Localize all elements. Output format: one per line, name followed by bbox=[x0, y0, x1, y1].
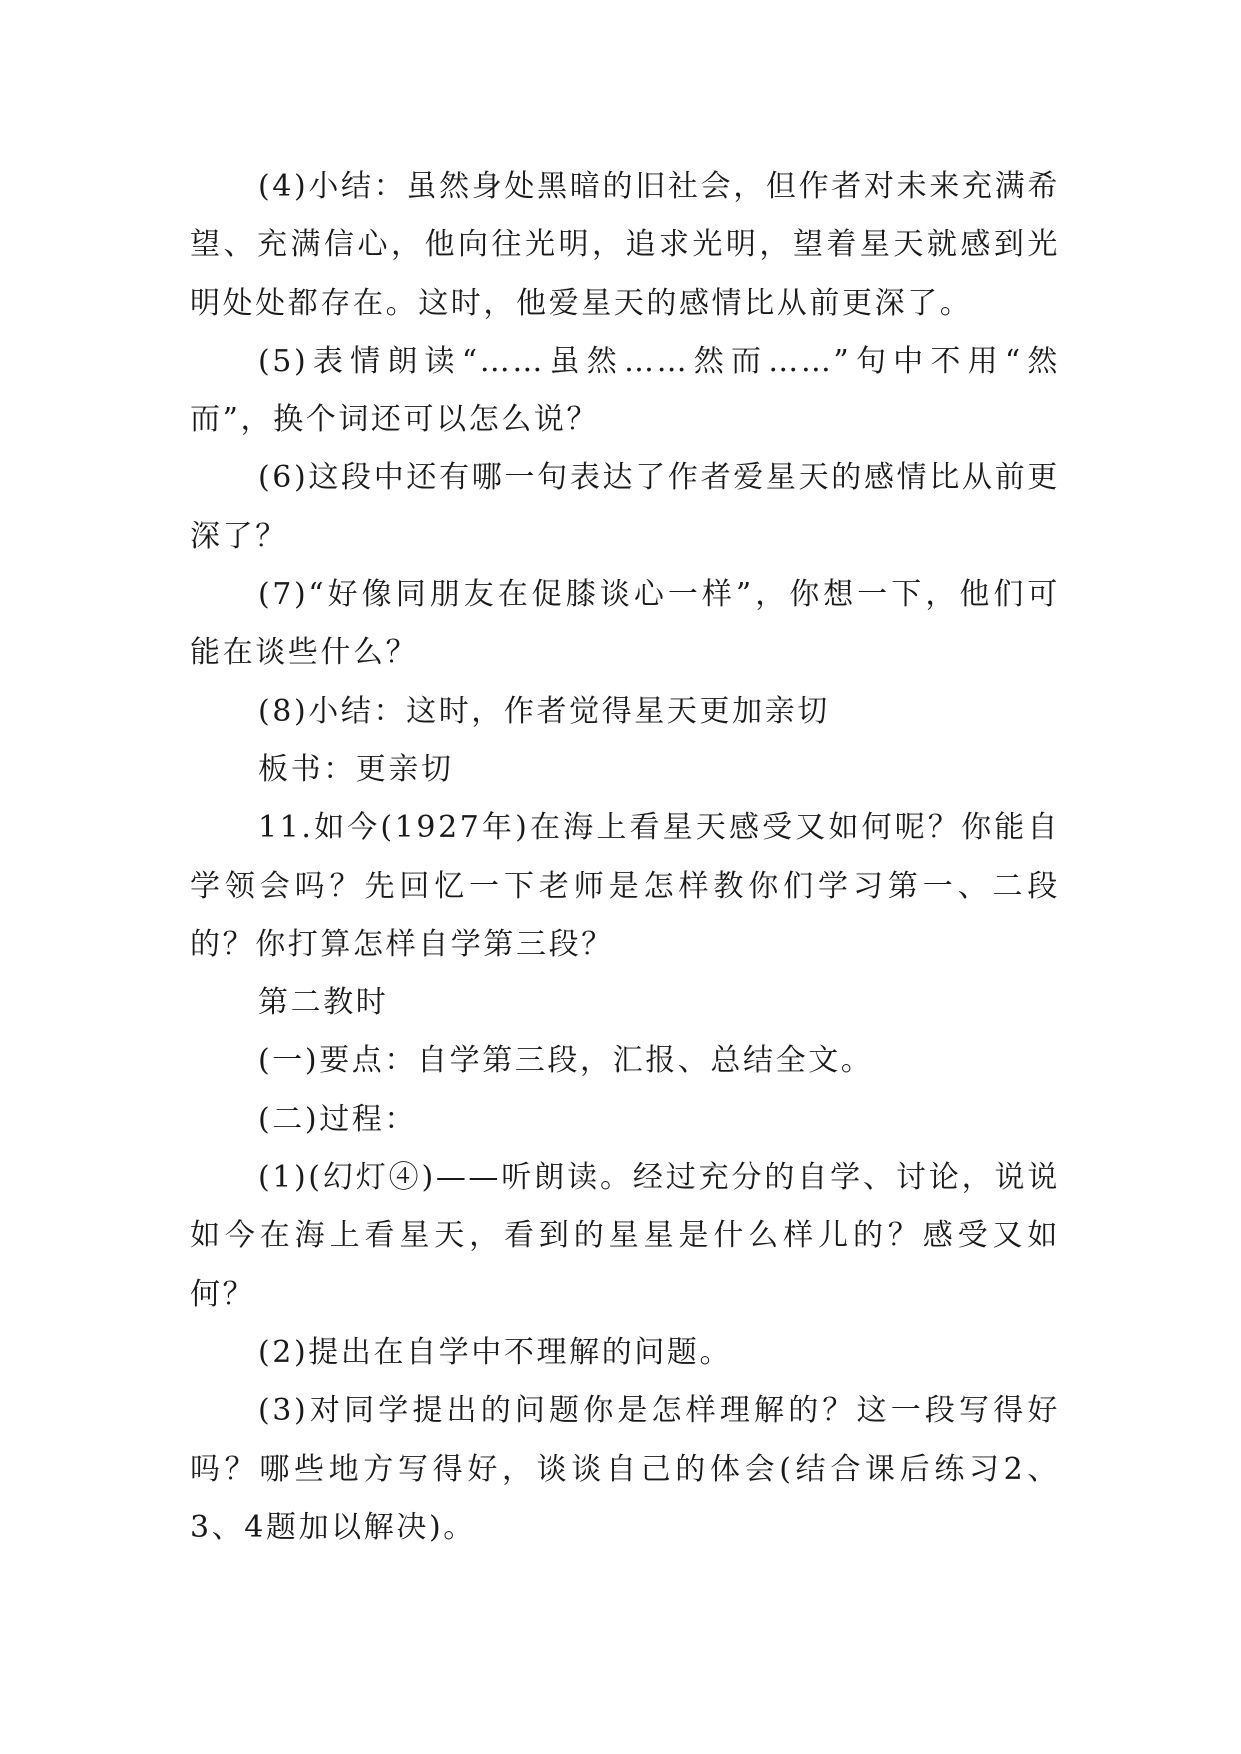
paragraph-summary-8: (8)小结：这时，作者觉得星天更加亲切 bbox=[258, 693, 830, 729]
paragraph-process-3: (3)对同学提出的问题你是怎样理解的？这一段写得好吗？哪些地方写得好，谈谈自己的体会(结合课后练习2、3、4题加以解决)。 bbox=[190, 1393, 1060, 1545]
paragraph-summary-4: (4)小结：虽然身处黑暗的旧社会，但作者对未来充满希望、充满信心，他向往光明，追求光明，望着星天就感到光明处处都存在。这时，他爱星天的感情比从前更深了。 bbox=[190, 169, 1060, 321]
paragraph-process: (二)过程： bbox=[258, 1101, 418, 1137]
paragraph-process-1: (1)(幻灯④)——听朗读。经过充分的自学、讨论，说说如今在海上看星天，看到的星星是什么样儿的？感受又如何？ bbox=[190, 1160, 1060, 1312]
paragraph-process-2: (2)提出在自学中不理解的问题。 bbox=[258, 1334, 733, 1370]
paragraph-question-7: (7)“好像同朋友在促膝谈心一样”，你想一下，他们可能在谈些什么？ bbox=[190, 577, 1060, 671]
section-heading-second-lesson: 第二教时 bbox=[258, 985, 389, 1021]
paragraph-question-6: (6)这段中还有哪一句表达了作者爱星天的感情比从前更深了？ bbox=[190, 460, 1060, 554]
paragraph-item-11: 11.如今(1927年)在海上看星天感受又如何呢？你能自学领会吗？先回忆一下老师是怎样教你们学习第一、二段的？你打算怎样自学第三段？ bbox=[190, 810, 1060, 962]
paragraph-board-note: 板书：更亲切 bbox=[258, 751, 454, 787]
paragraph-key-points: (一)要点：自学第三段，汇报、总结全文。 bbox=[258, 1043, 874, 1079]
document-body bbox=[190, 158, 1060, 1557]
paragraph-question-5: (5)表情朗读“……虽然……然而……”句中不用“然而”，换个词还可以怎么说？ bbox=[190, 343, 1060, 438]
